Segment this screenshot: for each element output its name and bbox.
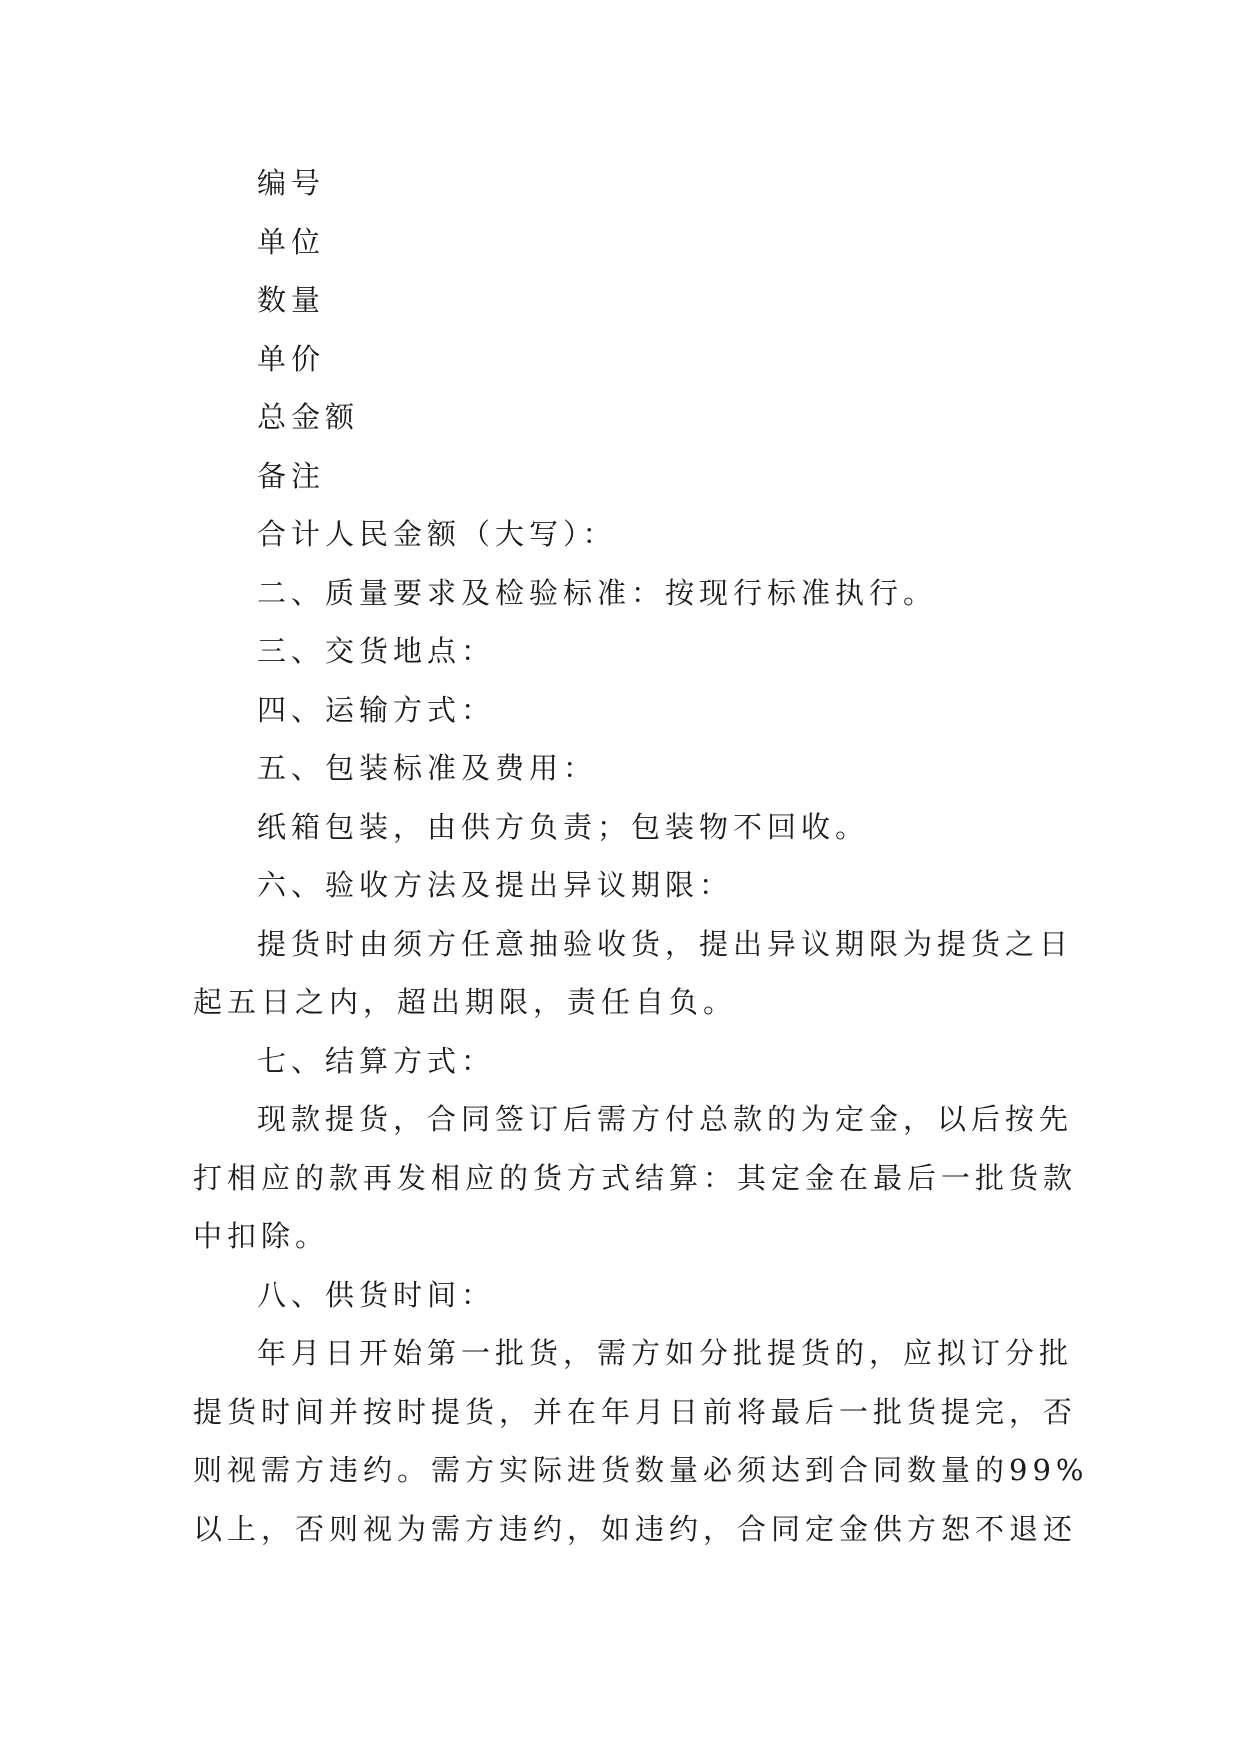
field-quantity: 数量 (257, 283, 326, 317)
section-8-body-line-4: 以上，否则视为需方违约，如违约，合同定金供方恕不退还 (193, 1511, 1078, 1546)
document-body (193, 154, 1089, 1558)
section-7-body-line-1: 现款提货，合同签订后需方付总款的为定金，以后按先 (257, 1102, 1074, 1136)
section-8-heading: 八、供货时间： (257, 1277, 496, 1312)
section-7-heading: 七、结算方式： (257, 1043, 496, 1078)
field-unit: 单位 (257, 224, 326, 259)
section-7-body-line-2: 打相应的款再发相应的货方式结算：其定金在最后一批货款 (193, 1160, 1078, 1195)
field-remarks: 备注 (257, 458, 326, 493)
section-3-heading: 三、交货地点： (257, 634, 496, 668)
section-4-heading: 四、运输方式： (257, 692, 496, 727)
section-6-body-line-1: 提货时由须方任意抽验收货，提出异议期限为提货之日 (257, 926, 1074, 961)
section-5-heading: 五、包装标准及费用： (257, 751, 598, 785)
section-2-heading: 二、质量要求及检验标准：按现行标准执行。 (257, 575, 938, 610)
section-8-body-line-3: 则视需方违约。需方实际进货数量必须达到合同数量的99% (193, 1453, 1089, 1487)
section-5-body: 纸箱包装，由供方负责；包装物不回收。 (257, 809, 870, 844)
section-8-body-line-1: 年月日开始第一批货，需方如分批提货的，应拟订分批 (257, 1336, 1074, 1370)
field-item-number: 编号 (257, 166, 326, 200)
section-6-body-line-2: 起五日之内，超出期限，责任自负。 (193, 985, 738, 1019)
section-8-body-line-2: 提货时间并按时提货，并在年月日前将最后一批货提完，否 (193, 1394, 1078, 1429)
field-total-amount: 总金额 (257, 400, 360, 434)
section-7-body-line-3: 中扣除。 (193, 1219, 330, 1253)
field-unit-price: 单价 (257, 341, 326, 376)
field-total-rmb: 合计人民金额（大写）： (257, 517, 617, 551)
section-6-heading: 六、验收方法及提出异议期限： (257, 868, 734, 902)
